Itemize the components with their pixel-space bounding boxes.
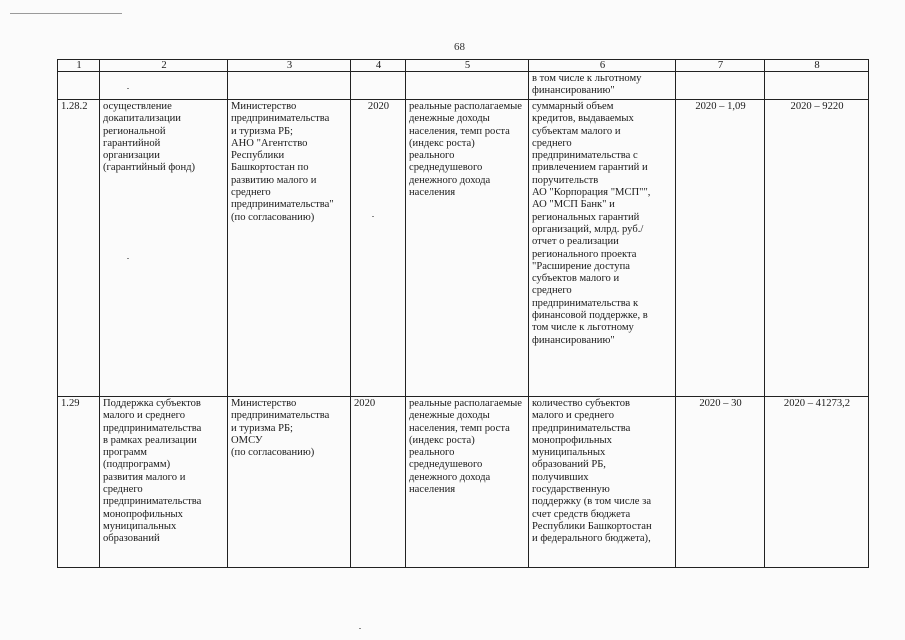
result: количество субъектов малого и среднего предпринимательства монопрофильных муниципальных образований РБ, получивших государственную поддержку (в том числе за счет средств бюджета Республики Башкортостан и федерального бюджета),	[532, 398, 652, 545]
header-cell: 2	[100, 60, 228, 72]
header-cell: 8	[765, 60, 869, 72]
item-number: 1.29	[61, 398, 80, 409]
header-cell: 1	[58, 60, 100, 72]
scan-speck	[127, 258, 129, 259]
value-col8: 2020 – 9220	[790, 101, 844, 112]
measure-name: осуществление докапитализации региональной гарантийной организации (гарантийный фонд)	[103, 101, 196, 174]
header-cell: 4	[351, 60, 406, 72]
header-cell: 5	[406, 60, 529, 72]
indicator: реальные располагаемые денежные доходы населения, темп роста (индекс роста) реального среднедушевого денежного дохода населения	[409, 398, 522, 496]
value-col8: 2020 – 41273,2	[783, 398, 851, 409]
item-number: 1.28.2	[61, 101, 88, 112]
value-col7: 2020 – 1,09	[695, 101, 746, 112]
executor: Министерство предпринимательства и туризма РБ; АНО "Агентство Республики Башкортостан по развитию малого и среднего предпринимательства" (по согласованию)	[231, 101, 334, 223]
scan-speck	[127, 88, 129, 89]
header-cell: 7	[676, 60, 765, 72]
indicator: реальные располагаемые денежные доходы населения, темп роста (индекс роста) реального среднедушевого денежного дохода населения	[409, 101, 522, 199]
header-cell: 6	[529, 60, 676, 72]
executor: Министерство предпринимательства и туризма РБ; ОМСУ (по согласованию)	[231, 398, 330, 459]
continuation-row	[58, 72, 869, 100]
header-rule	[10, 13, 122, 14]
scan-speck	[359, 628, 361, 629]
measure-name: Поддержка субъектов малого и среднего предпринимательства в рамках реализации программ (подпрограмм) развития малого и среднего предпринимательства монопрофильных муниципальных образований	[103, 398, 202, 545]
table-row	[58, 397, 869, 568]
table-header-row	[58, 60, 869, 72]
program-table	[57, 59, 869, 568]
result: суммарный объем кредитов, выдаваемых субъектам малого и среднего предпринимательства с привлечением гарантий и поручительств АО "Корпорация "МСП"", АО "МСП Банк" и региональных гарантий организаций, млрд. руб./ отчет о реализации регионального проекта "Расширение доступа субъектов малого и среднего предпринимательства к финансовой поддержке, в том числе к льготному финансированию"	[532, 101, 651, 346]
table-row	[58, 100, 869, 397]
value-col7: 2020 – 30	[699, 398, 742, 409]
header-cell: 3	[228, 60, 351, 72]
scan-speck	[372, 216, 374, 217]
year: 2020	[354, 398, 376, 409]
year: 2020	[367, 101, 390, 112]
page-number: 68	[454, 41, 465, 53]
result-cell: в том числе к льготному финансированию"	[532, 73, 642, 97]
